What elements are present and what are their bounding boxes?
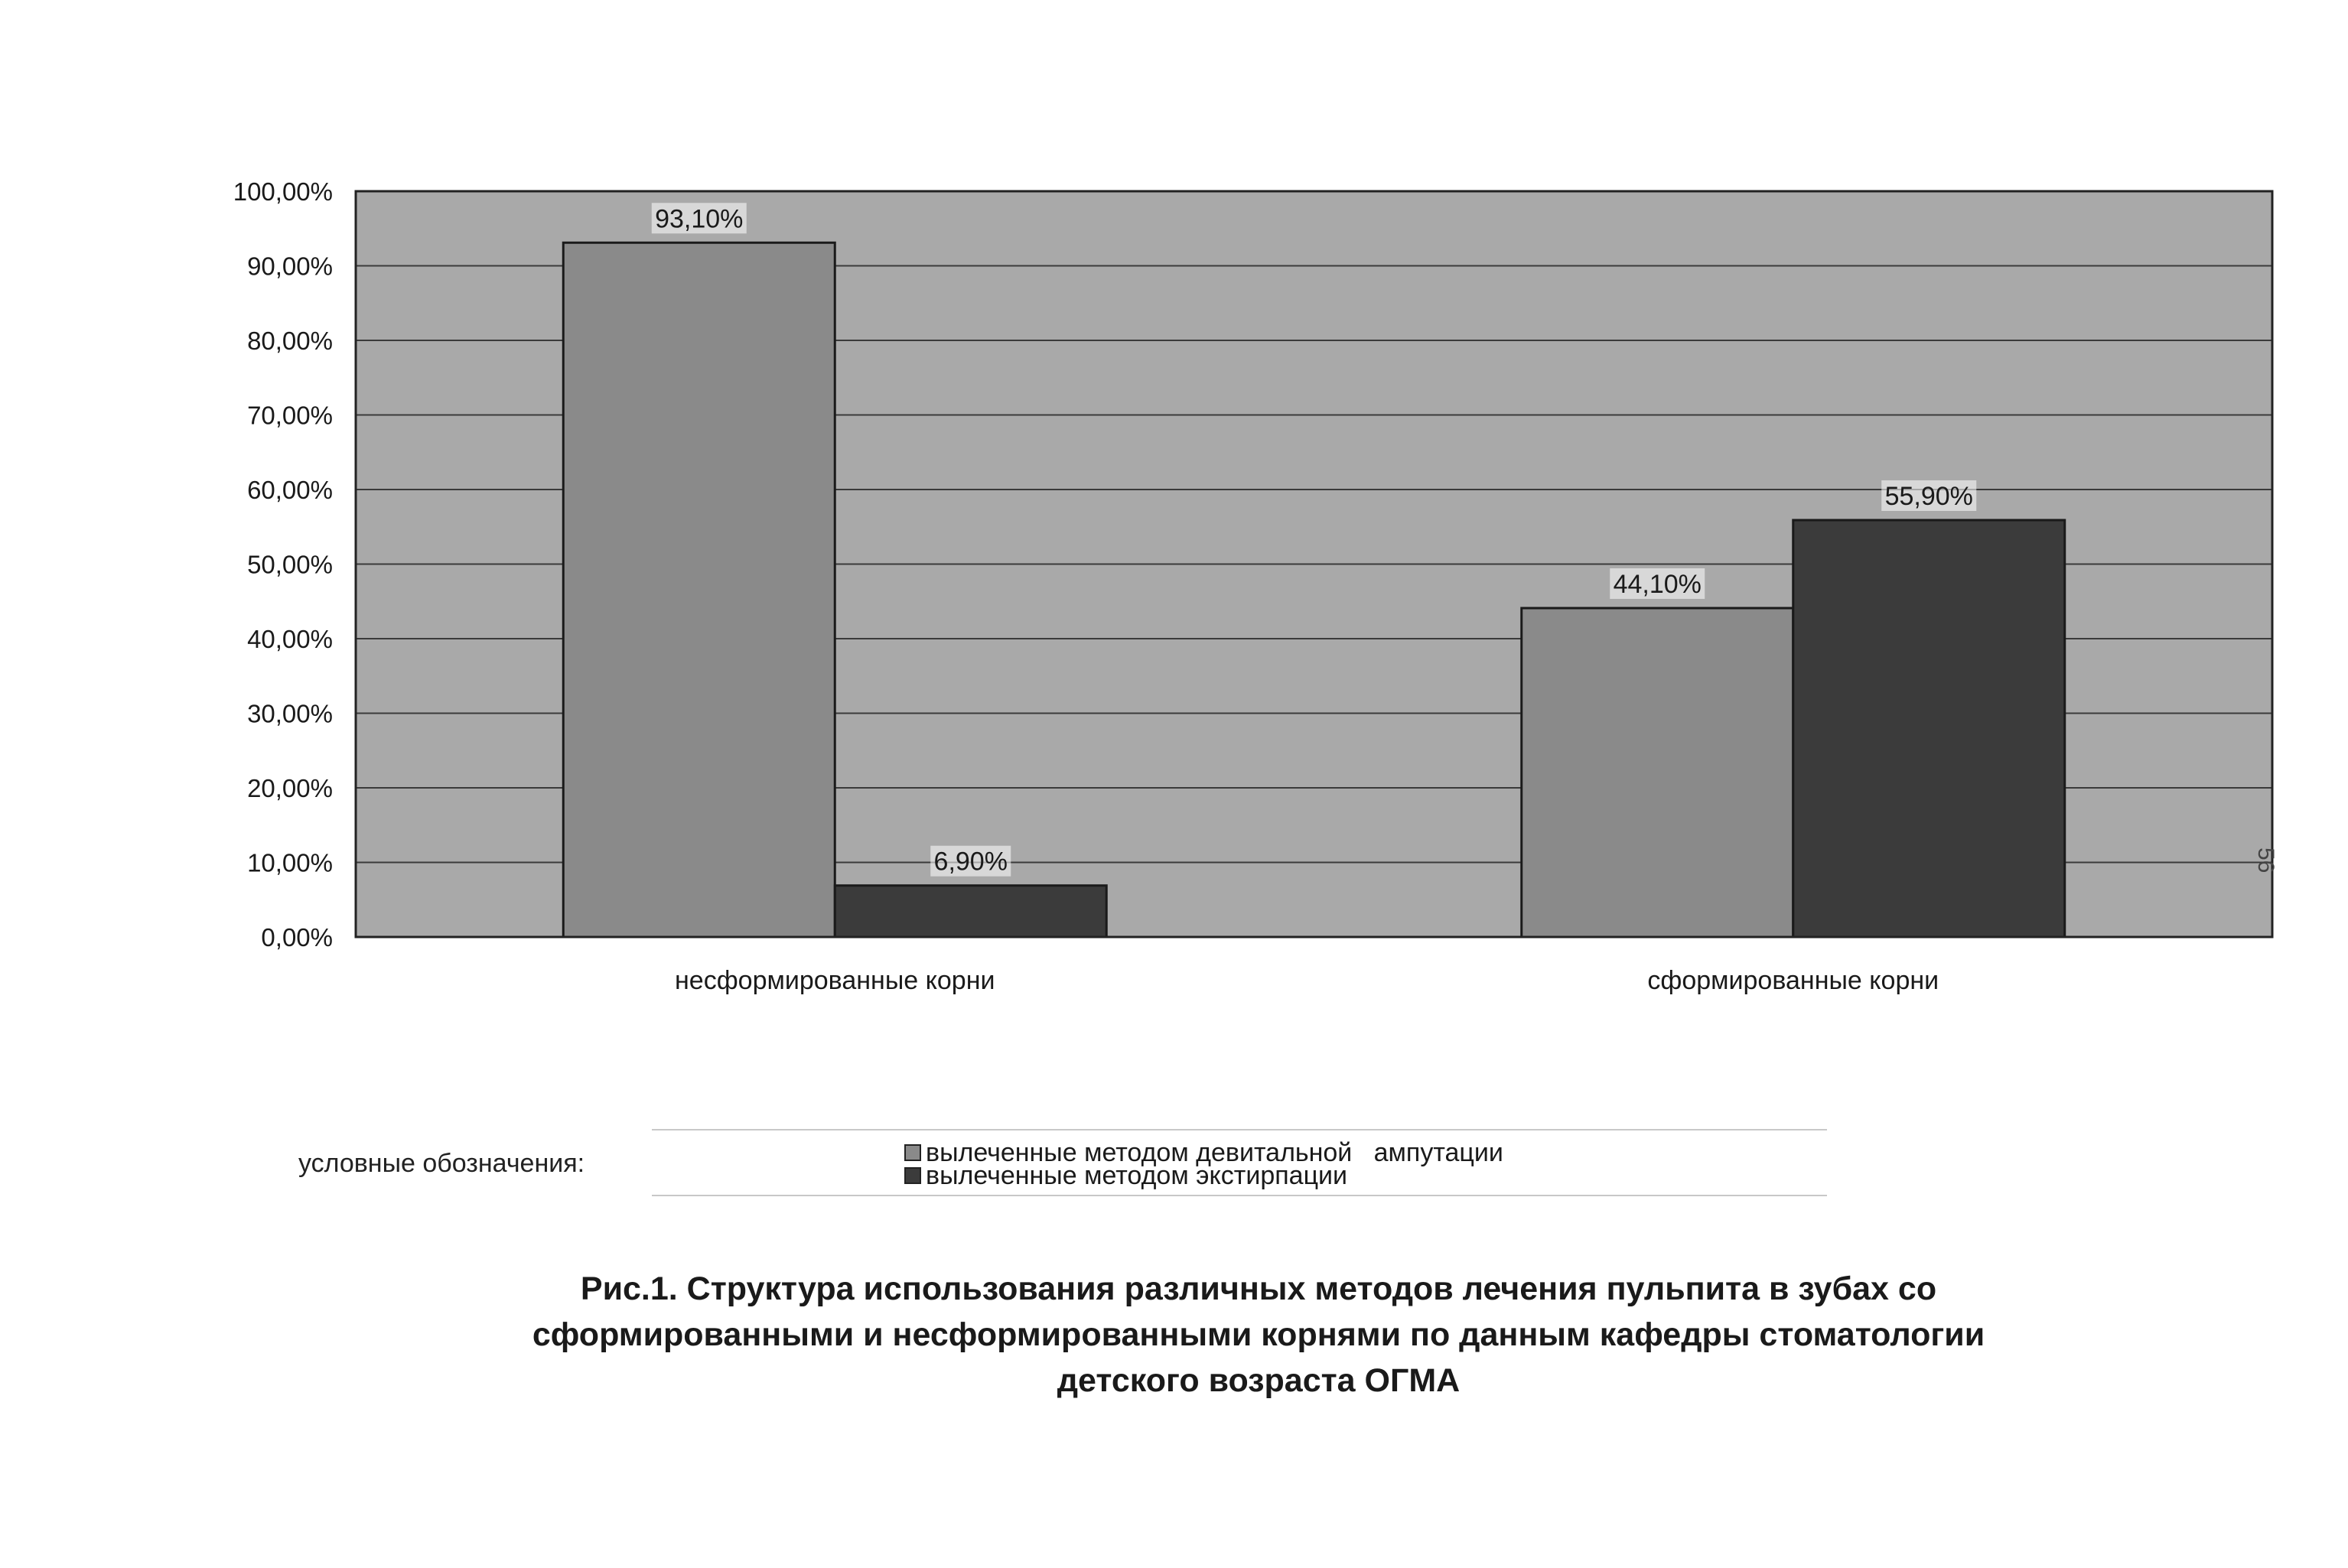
y-tick-label: 40,00%	[247, 625, 333, 653]
y-axis-ticks	[233, 177, 333, 952]
category-label: сформированные корни	[1647, 966, 1939, 995]
page-number: 56	[2253, 847, 2278, 873]
legend	[652, 1129, 1827, 1196]
legend-swatch-extirpation	[904, 1167, 921, 1184]
caption-line-1: Рис.1. Структура использования различных методов лечения пульпита в зубах со	[580, 1270, 1937, 1307]
y-tick-label: 20,00%	[247, 774, 333, 802]
legend-entry-extirpation	[904, 1163, 1347, 1189]
y-tick-label: 10,00%	[247, 848, 333, 877]
data-label: 44,10%	[1613, 570, 1702, 600]
y-tick-label: 70,00%	[247, 401, 333, 430]
data-label: 6,90%	[933, 847, 1008, 877]
data-label: 55,90%	[1884, 481, 1973, 511]
caption-line-3: детского возраста ОГМА	[1057, 1362, 1461, 1399]
y-tick-label: 100,00%	[233, 177, 333, 206]
y-tick-label: 60,00%	[247, 476, 333, 504]
y-tick-label: 90,00%	[247, 252, 333, 281]
y-tick-label: 80,00%	[247, 327, 333, 355]
figure-caption	[383, 1266, 2135, 1404]
caption-line-2: сформированными и несформированными корнями по данным кафедры стоматологии	[532, 1316, 1985, 1353]
legend-title: условные обозначения:	[298, 1149, 585, 1178]
legend-label-amputation: вылеченные методом девитальной ампутации	[926, 1138, 1503, 1167]
bar-extirpation-0	[835, 886, 1106, 937]
y-tick-label: 30,00%	[247, 699, 333, 728]
legend-label-extirpation: вылеченные методом экстирпации	[926, 1161, 1348, 1190]
bar-amputation-1	[1522, 608, 1793, 937]
data-label: 93,10%	[655, 204, 744, 234]
y-tick-label: 50,00%	[247, 550, 333, 579]
category-label: несформированные корни	[675, 966, 995, 995]
y-tick-label: 0,00%	[261, 923, 333, 952]
category-labels	[675, 966, 1939, 995]
legend-swatch-amputation	[904, 1144, 921, 1161]
bar-extirpation-1	[1793, 520, 2065, 937]
bar-amputation-0	[563, 242, 835, 937]
